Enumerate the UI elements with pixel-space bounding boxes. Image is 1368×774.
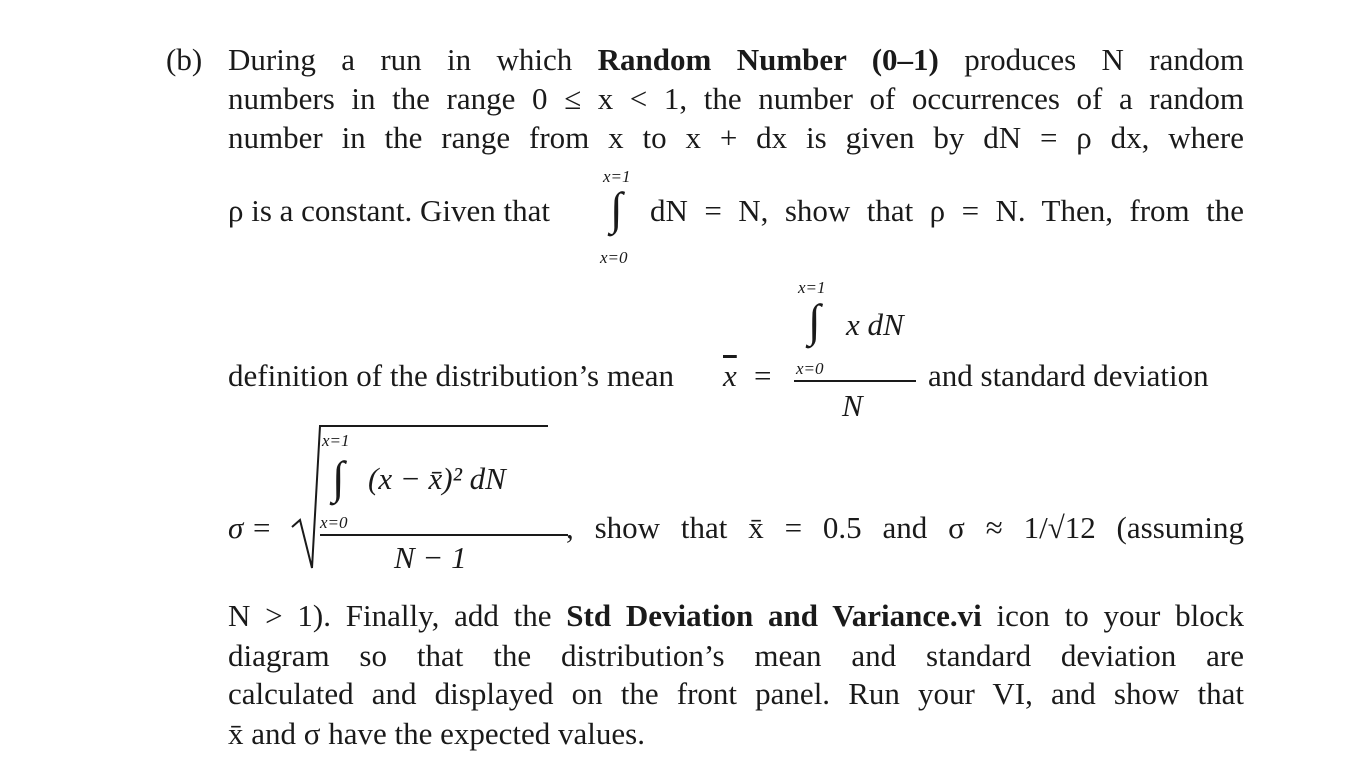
paragraph-line-2: numbers in the range 0 ≤ x < 1, the number of occurrences of a random [228,81,1244,116]
mean-symbol-xbar: $\overline{x}$ [723,358,737,393]
part-label: (b) [166,42,203,77]
sigma-lhs: σ = [228,510,272,545]
paragraph-line-9: calculated and displayed on the front panel. Run your VI, and show that [228,676,1244,711]
line1-post: produces N random [938,42,1244,77]
line7-pre: N > 1). Finally, add the [228,598,567,633]
sigma-integral-symbol: ∫ [332,452,345,503]
paragraph-line-8: diagram so that the distribution’s mean and standard deviation are [228,638,1244,673]
integral1-lower-limit: x=0 [600,248,628,267]
line1-pre: During a run in which [228,42,598,77]
mean-integral-lower-limit: x=0 [796,359,824,378]
line7-post: icon to your block [981,598,1244,633]
integral1-symbol: ∫ [610,183,623,234]
paragraph-line-5-post: and standard deviation [928,358,1209,393]
mean-denominator: N [842,388,863,423]
mean-equals: = [754,358,772,393]
integral1-upper-limit: x=1 [603,167,631,186]
paragraph-line-4-post: dN = N, show that ρ = N. Then, from the [650,193,1244,228]
mean-integral-symbol: ∫ [808,295,821,346]
mean-numerator: x dN [846,307,904,342]
sigma-integral-upper-limit: x=1 [322,431,350,450]
sigma-integral-lower-limit: x=0 [320,513,348,532]
sigma-fraction-line [320,534,568,536]
sigma-numerator: (x − x̄)² dN [368,461,506,496]
sigma-denominator: N − 1 [394,540,467,575]
mean-integral-upper-limit: x=1 [798,278,826,297]
paragraph-line-6-post: , show that x̄ = 0.5 and σ ≈ 1/√12 (assuming [566,510,1244,545]
paragraph-line-1 [228,44,1244,75]
paragraph-line-10: x̄ and σ have the expected values. [228,716,645,751]
paragraph-line-3: number in the range from x to x + dx is given by dN = ρ dx, where [228,120,1244,155]
random-number-vi-name: Random Number (0–1) [597,42,939,77]
mean-fraction-line [794,380,916,382]
std-deviation-vi-name: Std Deviation and Variance.vi [566,598,982,633]
paragraph-line-7 [228,600,1244,631]
paragraph-line-4-pre: ρ is a constant. Given that [228,193,550,228]
paragraph-line-5-pre: definition of the distribution’s mean [228,358,674,393]
